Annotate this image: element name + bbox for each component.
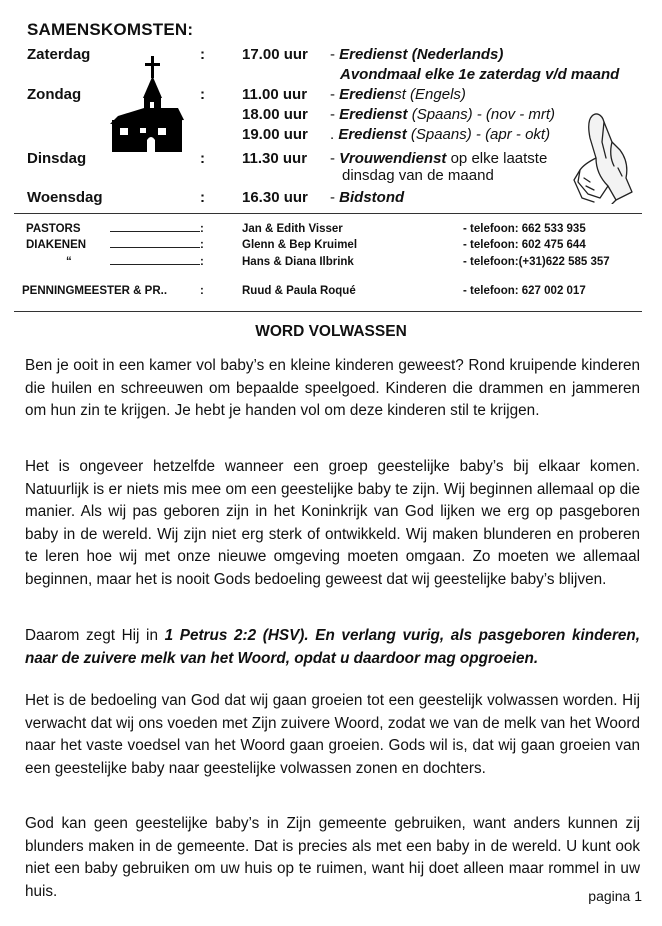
contact-role: “ xyxy=(66,256,72,268)
contact-phone: - telefoon:(+31)622 585 357 xyxy=(463,256,610,268)
service-line: dinsdag van de maand xyxy=(342,167,494,184)
service-line: . Eredienst (Spaans) - (apr - okt) xyxy=(330,126,551,143)
contact-names: Ruud & Paula Roqué xyxy=(242,285,356,297)
contact-colon: : xyxy=(200,223,204,235)
service-line: Avondmaal elke 1e zaterdag v/d maand xyxy=(340,66,620,83)
service-line: - Bidstond xyxy=(330,189,405,206)
article-paragraph: God kan geen geestelijke baby’s in Zijn gemeente gebruiken, want anders kunnen zij blunders maken in de gemeente. Dat is precies als met een baby in de wereld. U kunt ook niet een baby gebruiken om uw huis op te ruimen, want hij doet alleen maar rommel in uw huis. xyxy=(25,815,640,900)
contact-colon: : xyxy=(200,285,204,297)
leader-line xyxy=(110,247,200,248)
service-line: - Eredienst (Nederlands) xyxy=(330,46,504,63)
contact-names: Glenn & Bep Kruimel xyxy=(242,239,358,251)
contact-colon: : xyxy=(200,256,204,268)
contact-names: Hans & Diana Ilbrink xyxy=(242,256,354,268)
page-number: pagina 1 xyxy=(588,888,642,904)
contact-phone: - telefoon: 662 533 935 xyxy=(463,223,586,235)
schedule-title: SAMENSKOMSTEN: xyxy=(27,20,194,39)
time-tuesday: 11.30 uur xyxy=(242,150,308,167)
article-paragraph-quote: Daarom zegt Hij in 1 Petrus 2:2 (HSV). En verlang vurig, als pasgeboren kinderen, naar de zuivere melk van het Woord, opdat u daardoor mag opgroeien. xyxy=(25,627,640,667)
day-tuesday: Dinsdag xyxy=(27,150,87,167)
article-title: WORD VOLWASSEN xyxy=(255,323,407,340)
time-sunday-3: 19.00 uur xyxy=(242,126,308,143)
contact-colon: : xyxy=(200,239,204,251)
contact-phone: - telefoon: 627 002 017 xyxy=(463,285,586,297)
contact-role: DIAKENEN xyxy=(26,239,87,251)
bible-quote: 1 Petrus 2:2 (HSV). En verlang vurig, als pasgeboren kinderen, naar de zuivere melk van het Woord, opdat u daardoor mag opgroeien. xyxy=(25,627,640,667)
article-paragraph: Het is de bedoeling van God dat wij gaan groeien tot een geestelijk volwassen worden. Hij verwacht dat wij ons voeden met Zijn zuivere Woord, zodat we van de melk van het Woord naar het vaste voedsel van het Woord gaan groeien. Gods wil is, dat wij gaan groeien van een geestelijke baby naar geestelijke volwassen zonen en dochters. xyxy=(25,692,640,777)
day-colon: : xyxy=(200,189,205,206)
day-sunday: Zondag xyxy=(27,86,82,103)
day-colon: : xyxy=(200,86,205,103)
leader-line xyxy=(110,231,200,232)
article-paragraph: Het is ongeveer hetzelfde wanneer een groep geestelijke baby’s bij elkaar komen. Natuurlijk is er niets mis mee om een geestelijke baby te zijn. Wij beginnen allemaal op die manier. Als wij pas geboren zijn in het Koninkrijk van God lijken we erg op pasgeboren baby in de wereld. Wij zijn niet erg sterk of ontwikkeld. Wij maken blunderen en proberen te leren hoe wij met onze nieuwe omgeving moeten omgaan. Zo moeten we allemaal beginnen, maar het is nooit Gods bedoeling geweest dat wij geestelijke baby’s blijven. xyxy=(25,458,640,588)
day-colon: : xyxy=(200,150,205,167)
praying-hands-icon xyxy=(572,108,642,204)
contact-names: Jan & Edith Visser xyxy=(242,223,343,235)
church-icon xyxy=(108,54,186,154)
service-line: - Vrouwendienst op elke laatste xyxy=(330,150,548,167)
divider xyxy=(14,213,642,214)
time-saturday: 17.00 uur xyxy=(242,46,308,63)
time-sunday-1: 11.00 uur xyxy=(242,86,308,103)
service-line: - Eredienst (Engels) xyxy=(330,86,466,103)
day-wednesday: Woensdag xyxy=(27,189,103,206)
time-wednesday: 16.30 uur xyxy=(242,189,308,206)
time-sunday-2: 18.00 uur xyxy=(242,106,308,123)
divider xyxy=(14,311,642,312)
day-saturday: Zaterdag xyxy=(27,46,91,63)
contact-role: PASTORS xyxy=(26,223,81,235)
leader-line xyxy=(110,264,200,265)
contact-phone: - telefoon: 602 475 644 xyxy=(463,239,586,251)
contact-role: PENNINGMEESTER & PR.. xyxy=(22,285,168,297)
service-line: - Eredienst (Spaans) - (nov - mrt) xyxy=(330,106,556,123)
article-paragraph: Ben je ooit in een kamer vol baby’s en kleine kinderen geweest? Rond kruipende kinderen die huilen en schreeuwen om bepaalde speelgoed. Kinderen die drammen en jammeren om hun zin te krijgen. Je hebt je handen vol om deze kinderen stil te krijgen. xyxy=(25,357,640,420)
day-colon: : xyxy=(200,46,205,63)
